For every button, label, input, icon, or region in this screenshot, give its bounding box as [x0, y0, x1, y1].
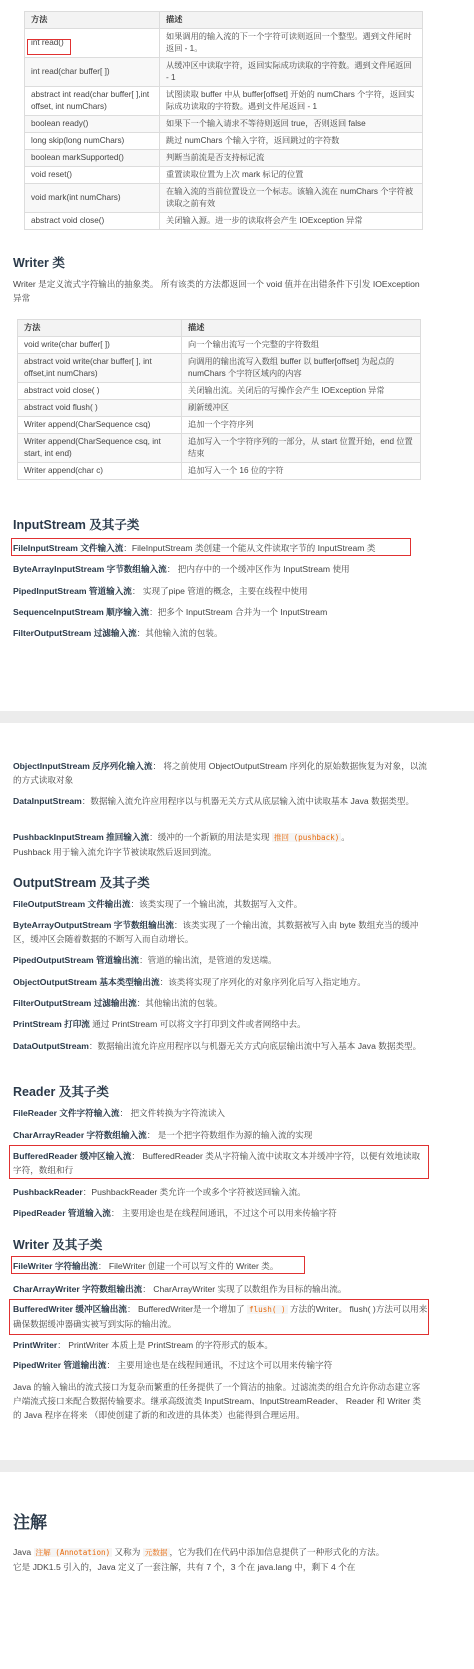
- list-item: [13, 1206, 428, 1220]
- writer-class-title: Writer 类: [13, 256, 65, 270]
- writer-sub-title: Writer 及其子类: [13, 1238, 103, 1252]
- line2: Pushback 用于输入流允许字节被读取然后返回到流。: [13, 847, 217, 857]
- desc: ：该类实现了一个输出流，其数据被写入由 byte 数组充当的缓冲区，缓冲区会随着数据的不断写入而自动增长。: [13, 920, 419, 944]
- desc: ： CharArrayWriter 实现了以数组作为目标的输出流。: [142, 1284, 347, 1294]
- highlight-bufferedwriter: [9, 1299, 429, 1335]
- desc: ： 实现了pipe 管道的概念，主要在线程中使用: [131, 586, 308, 596]
- method-cell: abstract void close(): [25, 213, 160, 230]
- desc: ：该类将实现了序列化的对象序列化后写入指定地方。: [159, 977, 366, 987]
- annotation-code: 注解 (Annotation): [35, 1548, 111, 1557]
- list-item: [13, 897, 428, 911]
- tail: 。: [341, 832, 350, 842]
- table-row: [25, 213, 423, 230]
- section-divider: [0, 711, 474, 723]
- table-row: [25, 58, 423, 87]
- text-mid: 又称为: [112, 1547, 143, 1557]
- annotation-line2: 它是 JDK1.5 引入的，Java 定义了一套注解，共有 7 个，3 个在 java.lang 中，剩下 4 个在: [13, 1562, 356, 1572]
- term: PrintWriter: [13, 1340, 58, 1350]
- method-cell: long skip(long numChars): [25, 133, 160, 150]
- description-cell: 试图读取 buffer 中从 buffer[offset] 开始的 numChars 个字符，返回实际成功读取的字符数。遇到文件尾返回 - 1: [160, 87, 423, 116]
- term: DataOutputStream: [13, 1041, 89, 1051]
- pipedwriter-item: [13, 1358, 428, 1372]
- term: DataInputStream: [13, 796, 82, 806]
- objectinputstream-item: [13, 759, 428, 787]
- list-item: [13, 1128, 428, 1142]
- description-cell: 从缓冲区中读取字符，返回实际成功读取的字符数。遇到文件尾返回 - 1: [160, 58, 423, 87]
- reader-methods-table: [24, 11, 423, 230]
- table-row: [18, 337, 421, 354]
- term: PrintStream 打印流: [13, 1019, 90, 1029]
- method-cell: int read(char buffer[ ]): [25, 58, 160, 87]
- reader-title: Reader 及其子类: [13, 1085, 109, 1099]
- desc: ： 主要用途也是在线程间通讯，不过这个可以用来传输字符: [106, 1360, 333, 1370]
- pushback-code: 推回 (pushback): [273, 833, 340, 842]
- term: FilterOutputStream 过滤输入流: [13, 628, 137, 638]
- text-start: Java: [13, 1547, 32, 1557]
- method-cell: abstract void flush( ): [18, 400, 182, 417]
- pushbackinputstream-item: [13, 830, 428, 859]
- list-item: [13, 1106, 428, 1120]
- outputstream-title: OutputStream 及其子类: [13, 876, 150, 890]
- flush-code: flush( ): [249, 1305, 286, 1314]
- list-item: [13, 605, 428, 619]
- term: ObjectOutputStream 基本类型输出流: [13, 977, 160, 987]
- description-cell: 如果调用的输入流的下一个字符可读则返回一个整型。遇到文件尾时返回 - 1。: [160, 29, 423, 58]
- highlight-bufferedreader: [9, 1145, 429, 1179]
- highlight-fileinputstream: [11, 538, 411, 556]
- desc: ： 把内存中的一个缓冲区作为 InputStream 使用: [166, 564, 350, 574]
- term: PipedWriter 管道输出流: [13, 1360, 107, 1370]
- description-cell: 关闭输入源。进一步的读取将会产生 IOException 异常: [160, 213, 423, 230]
- table-header-row: [18, 320, 421, 337]
- list-item: [13, 1017, 428, 1031]
- list-item: [13, 918, 428, 946]
- list-item: [13, 584, 428, 598]
- method-cell: Writer append(char c): [18, 463, 182, 480]
- method-cell: abstract void close( ): [18, 383, 182, 400]
- tail: 方法的Writer。 flush( )方法可以用来确保数据缓冲器确实被写到实际的输出流。: [13, 1304, 428, 1329]
- desc: ： 主要用途也是在线程间通讯，不过这个可以用来传输字符: [110, 1208, 337, 1218]
- list-item: [13, 562, 428, 576]
- description-cell: 在输入流的当前位置设立一个标志。该输入流在 numChars 个字符被读取之前有效: [160, 184, 423, 213]
- description-cell: 追加写入一个字符序列的一部分，从 start 位置开始，end 位置结束: [182, 434, 421, 463]
- table-row: [25, 184, 423, 213]
- term: FileInputStream 文件输入流: [13, 543, 124, 553]
- table-row: [18, 463, 421, 480]
- method-cell: boolean ready(): [25, 116, 160, 133]
- term: PipedReader 管道输入流: [13, 1208, 111, 1218]
- table-row: [18, 417, 421, 434]
- writer-class-intro: Writer 是定义流式字符输出的抽象类。 所有该类的方法都返回一个 void 值并在出错条件下引发 IOException 异常: [13, 279, 420, 303]
- desc: ：FileInputStream 类创建一个能从文件读取字节的 InputStream 类: [123, 543, 376, 553]
- method-cell: int read(): [25, 29, 160, 58]
- description-cell: 跳过 numChars 个输入字符，返回跳过的字符数: [160, 133, 423, 150]
- desc: ： FileWriter 创建一个可以写文件的 Writer 类。: [97, 1261, 279, 1271]
- description-cell: 关闭输出流。关闭后的写操作会产生 IOException 异常: [182, 383, 421, 400]
- term: PushbackReader: [13, 1187, 83, 1197]
- highlight-filewriter: [11, 1256, 305, 1274]
- desc: ： BufferedReader 类从字符输入流中读取文本并缓冲字符，以便有效地读取字符，数组和行: [13, 1151, 421, 1175]
- table-row: [18, 400, 421, 417]
- description-cell: 刷新缓冲区: [182, 400, 421, 417]
- desc: ：该类实现了一个输出流，其数据写入文件。: [130, 899, 303, 909]
- table-row: [25, 116, 423, 133]
- term: BufferedWriter 缓冲区输出流: [13, 1304, 127, 1314]
- desc: 通过 PrintStream 可以将文字打印到文件或者网络中去。: [89, 1019, 306, 1029]
- column-header: 描述: [160, 12, 423, 29]
- table-row: [25, 167, 423, 184]
- writer-methods-table: [17, 319, 421, 480]
- desc: ： 将之前使用 ObjectOutputStream 序列化的原始数据恢复为对象，以流的方式读取对象: [13, 761, 427, 785]
- java-io-summary: Java 的输入输出的流式接口为复杂而繁重的任务提供了一个简洁的抽象。过滤流类的组合允许你动态建立客户端流式接口来配合数据传输要求。继承高级流类 InputStream、InputStreamReader、 Reader 和 Writer 类的 Java 程序在将来 （即使创建了新的和改进的具体类）也能得到合理运用。: [13, 1382, 422, 1420]
- term: FileReader 文件字符输入流: [13, 1108, 120, 1118]
- annotation-title: 注解: [13, 1513, 47, 1532]
- term: PipedOutputStream 管道输出流: [13, 955, 140, 965]
- description-cell: 向调用的输出流写入数组 buffer 以 buffer[offset] 为起点的 numChars 个字符区域内的内容: [182, 354, 421, 383]
- description-cell: 判断当前流是否支持标记流: [160, 150, 423, 167]
- term: ByteArrayInputStream 字节数组输入流: [13, 564, 167, 574]
- printwriter-item: [13, 1338, 428, 1352]
- term: FileOutputStream 文件输出流: [13, 899, 131, 909]
- list-item: [13, 996, 428, 1010]
- method-cell: void mark(int numChars): [25, 184, 160, 213]
- term: FileWriter 字符输出流: [13, 1261, 98, 1271]
- term: ObjectInputStream 反序列化输入流: [13, 761, 153, 771]
- table-row: [25, 29, 423, 58]
- method-cell: abstract int read(char buffer[ ],int offset, int numChars): [25, 87, 160, 116]
- datainputstream-item: [13, 794, 428, 808]
- column-header: 方法: [25, 12, 160, 29]
- list-item: [13, 1185, 428, 1199]
- desc: ： BufferedWriter是一个增加了: [126, 1304, 245, 1314]
- term: CharArrayWriter 字符数组输出流: [13, 1284, 143, 1294]
- table-row: [18, 434, 421, 463]
- section-divider-2: [0, 1460, 474, 1472]
- list-item: [13, 626, 428, 640]
- desc: ： 把文件转换为字符流读入: [119, 1108, 226, 1118]
- highlight-int-read: [27, 39, 71, 55]
- description-cell: 如果下一个输入请求不等待则返回 true，否则返回 false: [160, 116, 423, 133]
- desc: ：其他输入流的包装。: [136, 628, 223, 638]
- term: SequenceInputStream 顺序输入流: [13, 607, 150, 617]
- desc: ： PrintWriter 本质上是 PrintStream 的字符形式的版本。: [57, 1340, 273, 1350]
- description-cell: 向一个输出流写一个完整的字符数组: [182, 337, 421, 354]
- description-cell: 重置读取位置为上次 mark 标记的位置: [160, 167, 423, 184]
- term: PushbackInputStream 推回输入流: [13, 832, 150, 842]
- annotation-intro: [13, 1545, 428, 1574]
- column-header: 方法: [18, 320, 182, 337]
- chararraywriter-item: [13, 1282, 428, 1296]
- list-item: [13, 1039, 428, 1053]
- desc: ：PushbackReader 类允许一个或多个字符被送回输入流。: [82, 1187, 306, 1197]
- inputstream-title: InputStream 及其子类: [13, 518, 140, 532]
- desc: ：缓冲的一个新颖的用法是实现: [149, 832, 270, 842]
- term: PipedInputStream 管道输入流: [13, 586, 132, 596]
- table-row: [25, 150, 423, 167]
- desc: ：数据输出流允许应用程序以与机器无关方式向底层输出流中写入基本 Java 数据类型。: [88, 1041, 422, 1051]
- table-header-row: [25, 12, 423, 29]
- metadata-code: 元数据: [144, 1548, 168, 1557]
- term: FilterOutputStream 过滤输出流: [13, 998, 137, 1008]
- table-row: [18, 383, 421, 400]
- method-cell: void write(char buffer[ ]): [18, 337, 182, 354]
- column-header: 描述: [182, 320, 421, 337]
- method-cell: void reset(): [25, 167, 160, 184]
- description-cell: 追加写入一个 16 位的字符: [182, 463, 421, 480]
- method-cell: Writer append(CharSequence csq, int start, int end): [18, 434, 182, 463]
- desc: ：管道的输出流，是管道的发送端。: [139, 955, 277, 965]
- term: CharArrayReader 字符数组输入流: [13, 1130, 147, 1140]
- table-row: [18, 354, 421, 383]
- description-cell: 追加一个字符序列: [182, 417, 421, 434]
- desc: ：数据输入流允许应用程序以与机器无关方式从底层输入流中读取基本 Java 数据类型。: [81, 796, 415, 806]
- desc: ： 是一个把字符数组作为源的输入流的实现: [146, 1130, 313, 1140]
- desc: ：把多个 InputStream 合并为一个 InputStream: [149, 607, 328, 617]
- method-cell: boolean markSupported(): [25, 150, 160, 167]
- list-item: [13, 975, 428, 989]
- table-row: [25, 87, 423, 116]
- desc: ：其他输出流的包装。: [136, 998, 223, 1008]
- method-cell: Writer append(CharSequence csq): [18, 417, 182, 434]
- list-item: [13, 953, 428, 967]
- table-row: [25, 133, 423, 150]
- method-cell: abstract void write(char buffer[ ], int offset,int numChars): [18, 354, 182, 383]
- text-end: ，它为我们在代码中添加信息提供了一种形式化的方法。: [169, 1547, 385, 1557]
- term: ByteArrayOutputStream 字节数组输出流: [13, 920, 174, 930]
- term: BufferedReader 缓冲区输入流: [13, 1151, 132, 1161]
